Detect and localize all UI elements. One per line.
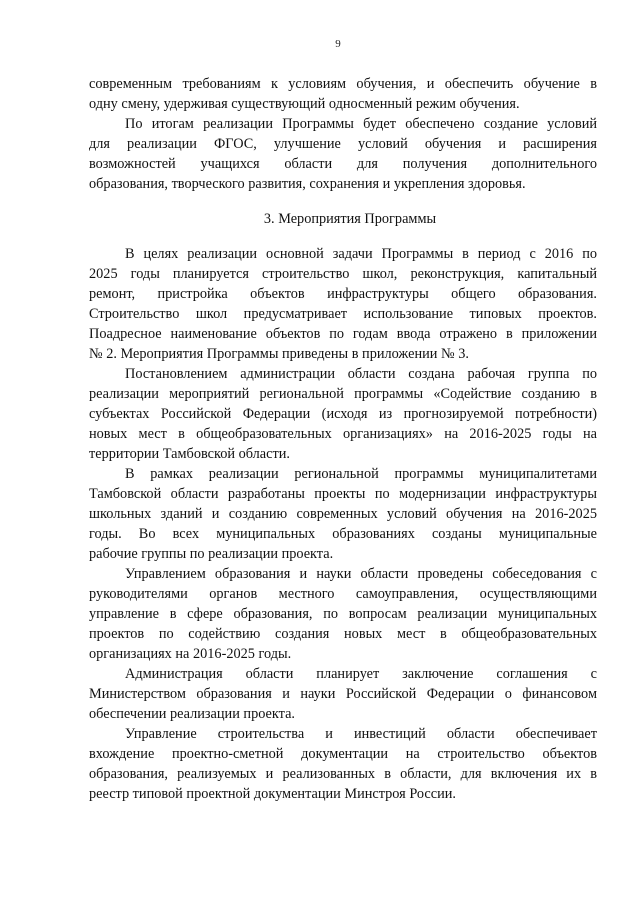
text-line: субъектах Российской Федерации (исходя из прогнозируемой потребности) bbox=[89, 406, 597, 422]
text-line: рабочие группы по реализации проекта. bbox=[89, 546, 334, 562]
text-line: новых мест в общеобразовательных организациях» на 2016-2025 годы на bbox=[89, 426, 597, 442]
text-line: Управление строительства и инвестиций области обеспечивает bbox=[125, 726, 597, 742]
paragraph bbox=[89, 724, 597, 804]
text-line: проектов по содействию создания новых мест в общеобразовательных bbox=[89, 626, 597, 642]
paragraph bbox=[89, 364, 597, 464]
page-number: 9 bbox=[335, 38, 341, 50]
text-line: № 2. Мероприятия Программы приведены в приложении № 3. bbox=[89, 346, 469, 362]
text-line: управление в сфере образования, по вопросам реализации муниципальных bbox=[89, 606, 597, 622]
text-line: организациях на 2016-2025 годы. bbox=[89, 646, 292, 662]
paragraph bbox=[89, 244, 597, 364]
text-line: Администрация области планирует заключение соглашения с bbox=[125, 666, 597, 682]
text-line: для реализации ФГОС, улучшение условий обучения и расширения bbox=[89, 136, 597, 152]
section-paragraphs bbox=[89, 244, 597, 804]
paragraph bbox=[89, 564, 597, 664]
text-line: руководителями органов местного самоуправления, осуществляющими bbox=[89, 586, 597, 602]
text-line: образования, реализуемых и реализованных в области, для включения их в bbox=[89, 766, 597, 782]
text-line: В целях реализации основной задачи Программы в период с 2016 по bbox=[125, 246, 597, 262]
text-line: одну смену, удерживая существующий односменный режим обучения. bbox=[89, 96, 520, 112]
paragraph bbox=[89, 464, 597, 564]
text-line: вхождение проектно-сметной документации на строительство объектов bbox=[89, 746, 597, 762]
text-line: В рамках реализации региональной программы муниципалитетами bbox=[125, 466, 597, 482]
paragraph bbox=[89, 114, 597, 194]
document-body bbox=[89, 74, 597, 804]
text-line: современным требованиям к условиям обучения, и обеспечить обучение в bbox=[89, 76, 597, 92]
text-line: возможностей учащихся области для получения дополнительного bbox=[89, 156, 597, 172]
paragraph bbox=[89, 664, 597, 724]
text-line: реализации мероприятий региональной программы «Содействие созданию в bbox=[89, 386, 597, 402]
text-line: Постановлением администрации области создана рабочая группа по bbox=[125, 366, 597, 382]
text-line: Тамбовской области разработаны проекты по модернизации инфраструктуры bbox=[89, 486, 597, 502]
intro-paragraphs bbox=[89, 74, 597, 194]
text-line: Министерством образования и науки Российской Федерации о финансовом bbox=[89, 686, 597, 702]
text-line: годы. Во всех муниципальных образованиях созданы муниципальные bbox=[89, 526, 597, 542]
text-line: обеспечении реализации проекта. bbox=[89, 706, 295, 722]
text-line: По итогам реализации Программы будет обеспечено создание условий bbox=[125, 116, 597, 132]
paragraph bbox=[89, 74, 597, 114]
text-line: образования, творческого развития, сохранения и укрепления здоровья. bbox=[89, 176, 526, 192]
text-line: реестр типовой проектной документации Минстроя России. bbox=[89, 786, 456, 802]
text-line: территории Тамбовской области. bbox=[89, 446, 290, 462]
text-line: ремонт, пристройка объектов инфраструктуры общего образования. bbox=[89, 286, 597, 302]
section-heading: 3. Мероприятия Программы bbox=[263, 211, 437, 227]
text-line: школьных зданий и созданию современных условий обучения на 2016-2025 bbox=[89, 506, 597, 522]
text-line: Управлением образования и науки области проведены собеседования с bbox=[125, 566, 597, 582]
text-line: 2025 годы планируется строительство школ, реконструкция, капитальный bbox=[89, 266, 597, 282]
text-line: Строительство школ предусматривает использование типовых проектов. bbox=[89, 306, 597, 322]
text-line: Поадресное наименование объектов по годам ввода отражено в приложении bbox=[89, 326, 597, 342]
